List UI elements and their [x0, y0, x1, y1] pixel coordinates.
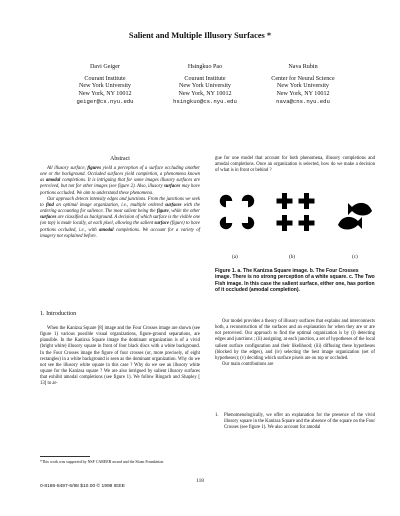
section-heading: 1. Introduction: [40, 311, 77, 317]
intro-paragraph: When the Kanizsa Square [8] image and the Four Crosses image are shown (see figure 1) various possible visual organizations, figure-ground separations, are plausible. In the Kanizsa Square image the dominant organization is of a vivid (bright white) illusory square in front of four black discs with a white background. In the Four Crosses image the figure of four crosses (or, more precisely, of eight rectangles) in a white background is seen as the dominant organization. Why do we not see the illusory white square in this case ? Why do we see an illusory white square for the Kanizsa square ? We are also intrigued by salient illusory surfaces that exhibit amodal completions (see figure 1). We follow Ringach and Shapley [ 13] to ar-: [40, 326, 200, 387]
author-name: Hsingkuo Pao: [187, 64, 223, 70]
footnote: *This work was supported by NSF CAREER award and the Sloan Foundation.: [40, 459, 165, 464]
author-address: New York, NY 10012: [276, 90, 330, 97]
figure-label-c: (c): [352, 254, 358, 260]
abstract-heading: Abstract: [110, 156, 130, 162]
paper-title: Salient and Multiple Illusory Surfaces *: [128, 31, 272, 40]
kanizsa-square-figure: [220, 195, 254, 229]
four-crosses-figure: [277, 193, 315, 231]
figure-label-a: (a): [232, 254, 238, 260]
author-name: Nava Rubin: [288, 64, 318, 70]
right-column-continuation: [215, 156, 375, 174]
author-block-3: [253, 64, 353, 106]
page-number: 118: [196, 478, 204, 484]
copyright-line: 0-8186-8497-6/98 $10.00 © 1998 IEEE: [40, 484, 125, 489]
body-paragraph: Our main contributions are: [222, 362, 274, 368]
figure-caption: Figure 1. a. The Kanizsa Square image. b. The Four Crosses image. There is no strong perception of a white square. c. The Two Fish image. In this case the salient surface, either one, has portion of it occluded (amodal completion).: [215, 268, 375, 293]
author-address: New York, NY 10012: [178, 90, 232, 97]
author-affiliation: Courant Institute: [184, 75, 226, 82]
two-fish-figure: [338, 203, 372, 230]
author-block-2: [160, 64, 250, 106]
body-paragraph: Our model provides a theory of illusory surfaces that explains and interconnects both, a reconstruction of the surfaces and an explanation for when they are or are not perceived. Our approach to find the optimal organization is by (i) detecting edges and junctions ; (ii) assigning, at each junction, a set of hypotheses of the local salient surface configuration and their likelihood; (iii) diffusing these hypotheses (blocked by the edges), and (iv) selecting the best image organization (set of hypotheses); (v) deciding which surface pixels are on top or occluded.: [215, 319, 375, 361]
author-block-1: [60, 64, 150, 106]
author-name: Davi Geiger: [90, 64, 120, 70]
author-university: New York University: [79, 83, 131, 90]
author-university: New York University: [277, 83, 329, 90]
author-email: nava@cns.nyu.edu: [276, 98, 330, 106]
introduction-body: [40, 326, 200, 388]
author-university: New York University: [179, 83, 231, 90]
author-affiliation: Courant Institute: [84, 75, 126, 82]
abstract-paragraph: Our approach detects intensity edges and junctions. From the junctions we seek to find an optimal image organization, i.e., multiple ordered surfaces with the ordering accounting for salience. The most salient being the figure, while the other surfaces are classified as background. A decision of which surface is the visible one (on top) is made locally, at each pixel, allowing the salient surface (figure) to have portions occluded, i.e., with amodal completions. We account for a variety of imagery not explained before.: [40, 196, 201, 239]
author-address: New York, NY 10012: [78, 90, 132, 97]
list-item-text: Phenomenologically, we offer an explanation for the presence of the vivid illusory square in the Kanizsa Square and the absence of the square on the Four Crosses (see figure 1). We also account for amodal: [224, 413, 375, 431]
contributions-list: [215, 413, 375, 431]
figure-label-b: (b): [289, 254, 296, 260]
right-column-body: [215, 319, 375, 368]
abstract-paragraph: All illusory surface, figures yield a perception of a surface occluding another one or the background. Occluded surfaces yield completion, a phenomena known as amodal completions. It is intriguing that for some images illusory surfaces are perceived, but not for other images (see figure 2). Also, illusory surfaces may have portions occluded. We aim to understand these phenomena.: [40, 166, 201, 196]
list-item-number: 1.: [215, 413, 219, 418]
author-affiliation: Center for Neural Science: [271, 75, 335, 82]
abstract-body: [40, 166, 200, 240]
author-email: geiger@cs.nyu.edu: [76, 98, 134, 106]
figure-1: [212, 191, 382, 243]
continuation-paragraph: gue for one model that account for both phenomena, illusory completions and amodal completions. Once an organization is selected, how do we make a decision of what is in front or behind ?: [215, 156, 375, 174]
footnote-rule: [40, 456, 90, 457]
list-item: [215, 413, 375, 431]
author-email: hsingkuo@cs.nyu.edu: [173, 98, 237, 106]
